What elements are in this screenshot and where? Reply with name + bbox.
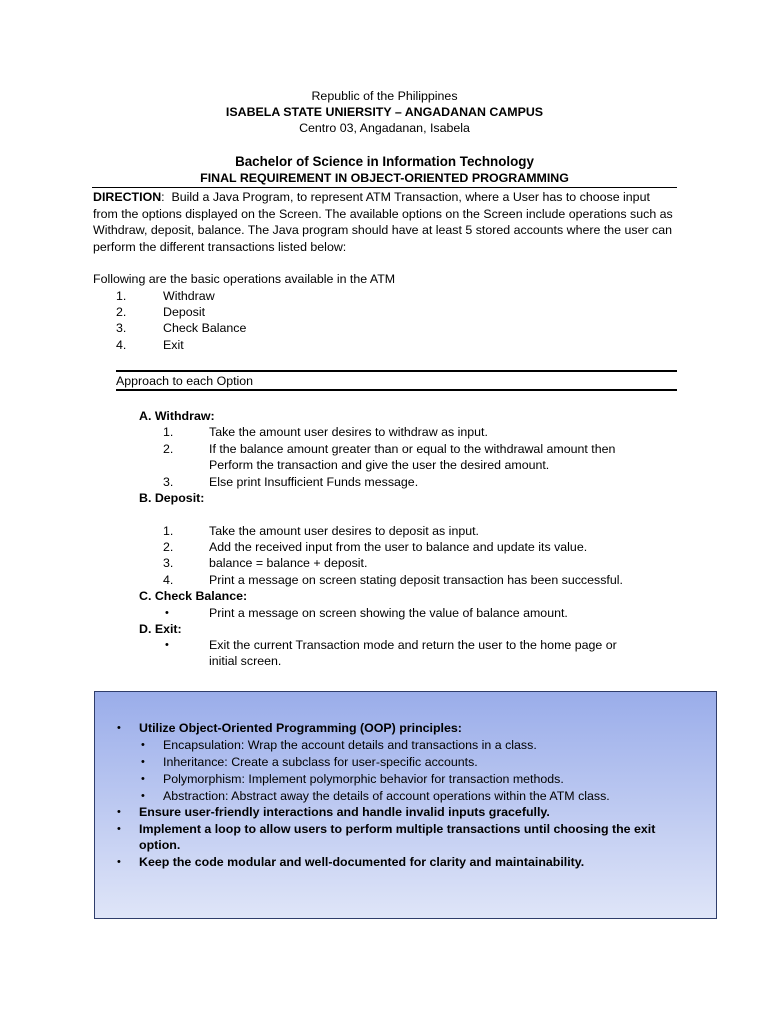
step-number: 1. xyxy=(163,524,174,538)
bullet-glyph: • xyxy=(117,722,121,734)
check-balance-step: Print a message on screen showing the value of balance amount. xyxy=(209,606,568,620)
oop-inheritance: Inheritance: Create a subclass for user-specific accounts. xyxy=(163,755,478,769)
operation-withdraw: Withdraw xyxy=(163,289,215,303)
bullet-glyph: • xyxy=(165,639,169,651)
approach-title: Approach to each Option xyxy=(116,374,254,388)
withdraw-step-1: Take the amount user desires to withdraw as input. xyxy=(209,425,488,439)
bullet-glyph: • xyxy=(117,806,121,818)
header-country: Republic of the Philippines xyxy=(311,89,458,103)
operation-deposit: Deposit xyxy=(163,305,206,319)
operation-number: 2. xyxy=(116,305,127,319)
step-number: 4. xyxy=(163,573,174,587)
deposit-step-2: Add the received input from the user to balance and update its value. xyxy=(209,540,588,554)
requirement-loop-line-2: option. xyxy=(139,838,181,852)
approach-top-rule xyxy=(116,370,677,372)
requirement-title: FINAL REQUIREMENT IN OBJECT-ORIENTED PROGRAMMING xyxy=(200,171,569,185)
operation-number: 3. xyxy=(116,321,127,335)
check-balance-heading: C. Check Balance: xyxy=(139,589,248,603)
oop-heading: Utilize Object-Oriented Programming (OOP) principles: xyxy=(139,721,462,735)
bullet-glyph: • xyxy=(141,790,145,802)
program-title: Bachelor of Science in Information Technology xyxy=(235,154,534,169)
operation-check-balance: Check Balance xyxy=(163,321,247,335)
bullet-glyph: • xyxy=(165,607,169,619)
oop-polymorphism: Polymorphism: Implement polymorphic behavior for transaction methods. xyxy=(163,772,564,786)
operation-number: 4. xyxy=(116,338,127,352)
oop-abstraction: Abstraction: Abstract away the details of account operations within the ATM class. xyxy=(163,789,610,803)
step-number: 2. xyxy=(163,540,174,554)
deposit-step-3: balance = balance + deposit. xyxy=(209,556,368,570)
withdraw-step-2-line-1: If the balance amount greater than or equal to the withdrawal amount then xyxy=(209,442,616,456)
withdraw-step-3: Else print Insufficient Funds message. xyxy=(209,475,419,489)
direction-label: DIRECTION xyxy=(93,190,162,204)
approach-bottom-rule xyxy=(116,389,677,391)
withdraw-heading: A. Withdraw: xyxy=(139,409,215,423)
header-rule xyxy=(92,187,677,188)
exit-heading: D. Exit: xyxy=(139,622,182,636)
deposit-heading: B. Deposit: xyxy=(139,491,205,505)
exit-step-line-1: Exit the current Transaction mode and return the user to the home page or xyxy=(209,638,617,652)
step-number: 1. xyxy=(163,425,174,439)
bullet-glyph: • xyxy=(117,823,121,835)
bullet-glyph: • xyxy=(141,773,145,785)
bullet-glyph: • xyxy=(141,756,145,768)
operation-exit: Exit xyxy=(163,338,184,352)
operation-number: 1. xyxy=(116,289,127,303)
direction-text: Build a Java Program, to represent ATM Transaction, where a User has to choose input from the options displayed on the Screen. The available options on the Screen include operations such as Withdraw, deposit, balance. The Java program should have at least 5 stored accounts where the user can perform the different transactions listed below: xyxy=(93,190,673,254)
exit-step-line-2: initial screen. xyxy=(209,654,282,668)
step-number: 3. xyxy=(163,556,174,570)
step-number: 3. xyxy=(163,475,174,489)
bullet-glyph: • xyxy=(117,856,121,868)
header-address: Centro 03, Angadanan, Isabela xyxy=(299,121,470,135)
header-university: ISABELA STATE UNIERSITY – ANGADANAN CAMPUS xyxy=(225,105,544,119)
oop-encapsulation: Encapsulation: Wrap the account details and transactions in a class. xyxy=(163,738,537,752)
withdraw-step-2-line-2: Perform the transaction and give the user the desired amount. xyxy=(209,458,550,472)
step-number: 2. xyxy=(163,442,174,456)
bullet-glyph: • xyxy=(141,739,145,751)
requirement-user-friendly: Ensure user-friendly interactions and handle invalid inputs gracefully. xyxy=(139,805,550,819)
direction-paragraph: DIRECTION: Build a Java Program, to represent ATM Transaction, where a User has to choose input from the options displayed on the Screen. The available options on the Screen include operations such as Withdraw, deposit, balance. The Java program should have at least 5 stored accounts where the user can perform the different transactions listed below: xyxy=(93,190,673,254)
requirement-modular: Keep the code modular and well-documented for clarity and maintainability. xyxy=(139,855,585,869)
requirement-loop-line-1: Implement a loop to allow users to perform multiple transactions until choosing the exit xyxy=(139,822,656,836)
operations-intro: Following are the basic operations available in the ATM xyxy=(93,272,396,286)
deposit-step-4: Print a message on screen stating deposit transaction has been successful. xyxy=(209,573,623,587)
deposit-step-1: Take the amount user desires to deposit as input. xyxy=(209,524,479,538)
